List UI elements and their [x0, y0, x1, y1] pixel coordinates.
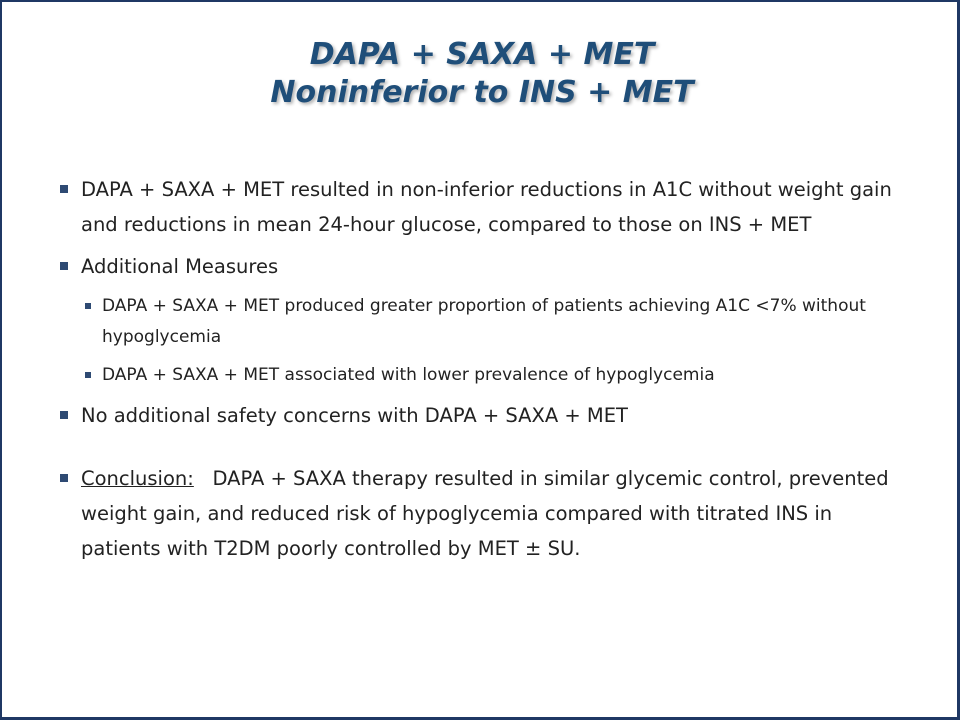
bullet-text: Additional Measures: [81, 255, 279, 278]
square-bullet-icon: [60, 474, 68, 482]
bullet-item: [60, 398, 910, 433]
title-line-2: Noninferior to INS + MET: [270, 75, 694, 110]
square-bullet-icon: [85, 372, 91, 378]
conclusion-text: DAPA + SAXA therapy resulted in similar glycemic control, prevented weight gain, and reduced risk of hypoglycemia compared with titrated INS in patients with T2DM poorly controlled by MET ± SU.: [81, 467, 889, 560]
bullet-item: [60, 172, 910, 242]
bullet-list: [60, 172, 910, 566]
slide-title: [2, 36, 960, 112]
sub-bullet-item: [85, 291, 910, 353]
sub-bullet-item: [85, 360, 910, 391]
title-line-1: DAPA + SAXA + MET: [309, 37, 655, 72]
bullet-text: DAPA + SAXA + MET resulted in non-inferior reductions in A1C without weight gain and reductions in mean 24-hour glucose, compared to those on INS + MET: [81, 178, 892, 236]
bullet-item: [60, 249, 910, 284]
bullet-text: No additional safety concerns with DAPA + SAXA + MET: [81, 404, 628, 427]
sub-bullet-text: DAPA + SAXA + MET associated with lower prevalence of hypoglycemia: [102, 365, 715, 385]
square-bullet-icon: [60, 262, 68, 270]
square-bullet-icon: [85, 303, 91, 309]
conclusion-label: Conclusion:: [81, 467, 194, 490]
square-bullet-icon: [60, 185, 68, 193]
sub-bullet-text: DAPA + SAXA + MET produced greater proportion of patients achieving A1C <7% without hypoglycemia: [102, 296, 866, 347]
conclusion-item: [60, 461, 910, 566]
square-bullet-icon: [60, 411, 68, 419]
